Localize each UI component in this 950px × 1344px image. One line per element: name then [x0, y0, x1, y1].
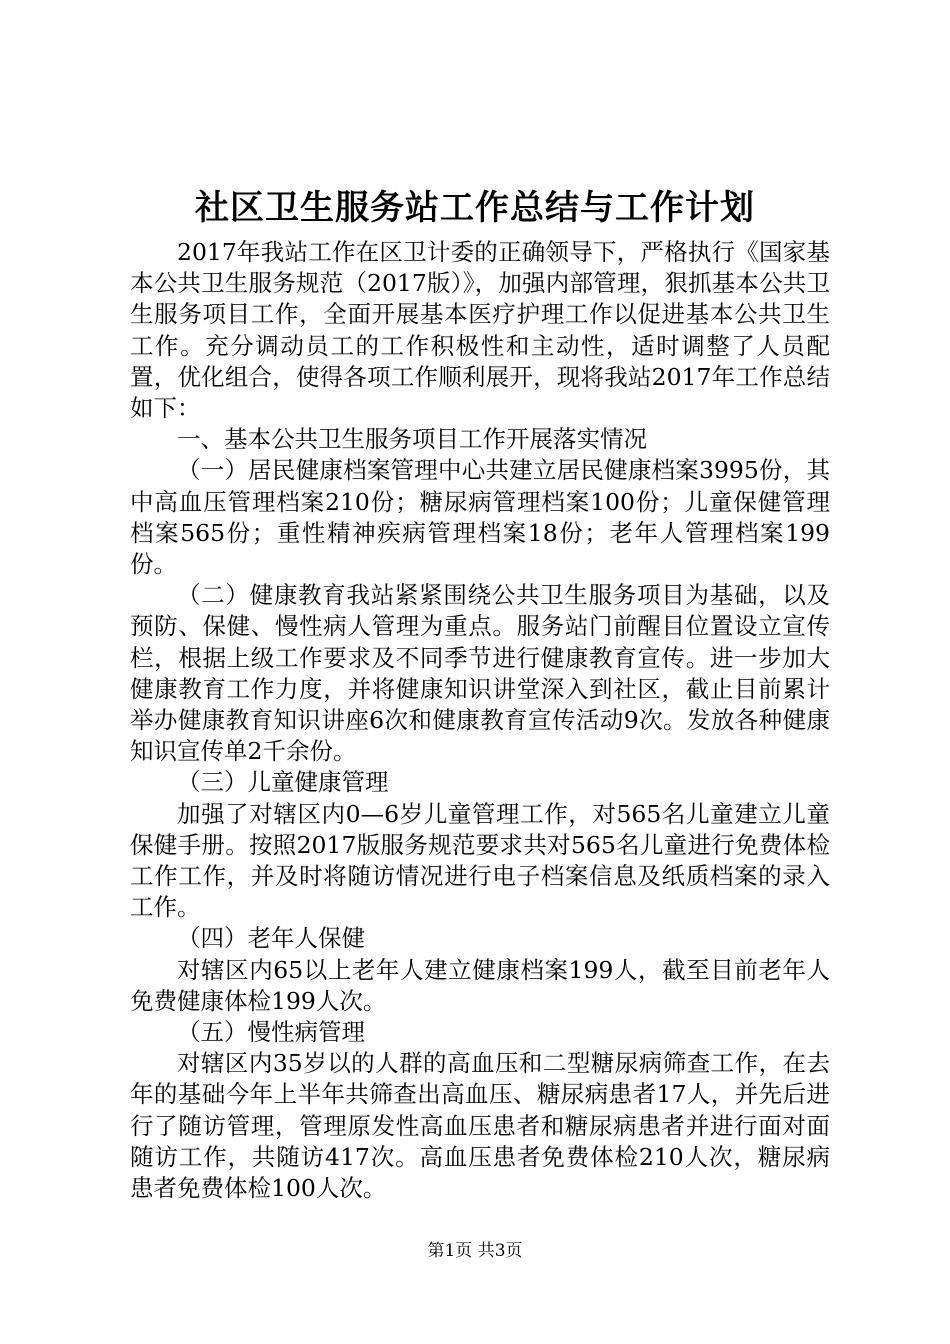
document-title: 社区卫生服务站工作总结与工作计划	[195, 188, 755, 228]
page-number-footer: 第1页 共3页	[427, 1241, 523, 1261]
paragraph-elderly-care: 对辖区内65以上老年人建立健康档案199人，截至目前老年人免费健康体检199人次。	[130, 955, 830, 1015]
subheading-elderly-care: （四）老年人保健	[177, 924, 365, 953]
subheading-child-health: （三）儿童健康管理	[177, 768, 389, 797]
section-heading: 一、基本公共卫生服务项目工作开展落实情况	[177, 425, 647, 454]
intro-paragraph: 2017年我站工作在区卫计委的正确领导下，严格执行《国家基本公共卫生服务规范（2017版）》，加强内部管理，狠抓基本公共卫生服务项目工作，全面开展基本医疗护理工作以促进基本公共卫生工作。充分调动员工的工作积极性和主动性，适时调整了人员配置，优化组合，使得各项工作顺利展开，现将我站2017年工作总结如下：	[130, 238, 830, 423]
document-body	[130, 237, 830, 1204]
paragraph-child-health: 加强了对辖区内0—6岁儿童管理工作，对565名儿童建立儿童保健手册。按照2017版服务规范要求共对565名儿童进行免费体检工作工作，并及时将随访情况进行电子档案信息及纸质档案的录入工作。	[130, 799, 830, 922]
paragraph-health-education: （二）健康教育我站紧紧围绕公共卫生服务项目为基础，以及预防、保健、慢性病人管理为重点。服务站门前醒目位置设立宣传栏，根据上级工作要求及不同季节进行健康教育宣传。进一步加大健康教育工作力度，并将健康知识讲堂深入到社区，截止目前累计举办健康教育知识讲座6次和健康教育宣传活动9次。发放各种健康知识宣传单2千余份。	[130, 581, 830, 766]
paragraph-chronic-disease: 对辖区内35岁以的人群的高血压和二型糖尿病筛查工作，在去年的基础今年上半年共筛查出高血压、糖尿病患者17人，并先后进行了随访管理，管理原发性高血压患者和糖尿病患者并进行面对面随访工作，共随访417次。高血压患者免费体检210人次，糖尿病患者免费体检100人次。	[130, 1049, 830, 1203]
paragraph-health-records: （一）居民健康档案管理中心共建立居民健康档案3995份，其中高血压管理档案210份；糖尿病管理档案100份；儿童保健管理档案565份；重性精神疾病管理档案18份；老年人管理档案199份。	[130, 456, 830, 579]
subheading-chronic-disease: （五）慢性病管理	[177, 1018, 365, 1047]
